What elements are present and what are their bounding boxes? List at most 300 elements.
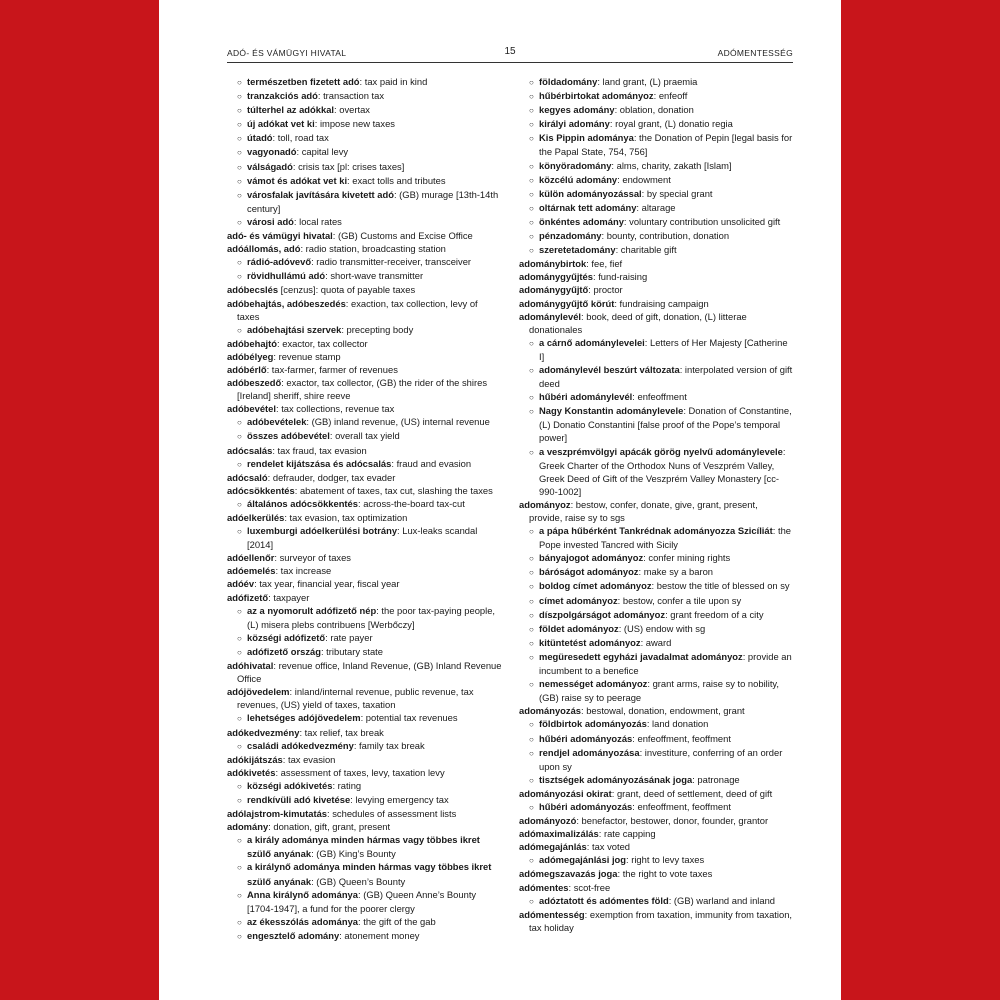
header-right-title: ADÓMENTESSÉG <box>717 48 793 58</box>
definition: : the gift of the gab <box>358 915 436 927</box>
headword: adókivetés <box>227 766 276 778</box>
definition: : (GB) inland revenue, (US) internal revenue <box>306 416 490 428</box>
headword: szeretetadomány <box>539 244 616 256</box>
subentry <box>227 860 502 887</box>
definition: : exaction, tax collection, levy of taxes <box>237 297 478 322</box>
headword: oltárnak tett adomány <box>539 201 637 213</box>
subentry <box>227 131 502 145</box>
definition: : (GB) Queen Anne’s Bounty [1704-1947], a fund for the poorer clergy <box>247 888 477 914</box>
subentry <box>519 732 793 746</box>
definition: : (US) endow with sg <box>618 622 706 634</box>
headword: adójövedelem <box>227 686 290 698</box>
subentry <box>519 390 793 404</box>
entry <box>519 814 793 827</box>
headword: adóbélyeg <box>227 350 274 362</box>
definition: : rate capping <box>598 828 656 840</box>
entry <box>519 827 793 840</box>
definition: : land donation <box>646 718 709 730</box>
definition: : bestow, confer a tile upon sy <box>617 594 742 606</box>
headword: címet adományoz <box>539 594 618 606</box>
headword: Anna királynő adománya <box>247 888 358 900</box>
headword: vámot és adókat vet ki <box>247 174 348 186</box>
subentry <box>519 445 793 498</box>
definition: : altarage <box>636 201 676 213</box>
entry <box>519 283 793 296</box>
entry <box>519 310 793 336</box>
definition: : assessment of taxes, levy, taxation levy <box>275 766 445 778</box>
entry <box>227 283 502 296</box>
subentry <box>227 145 502 159</box>
headword: adómaximalizálás <box>519 828 599 840</box>
entry <box>227 807 502 820</box>
definition: : taxpayer <box>268 591 310 603</box>
headword: kegyes adomány <box>539 104 615 116</box>
definition: : grant arms, raise sy to nobility, (GB) raise sy to peerage <box>539 678 780 704</box>
entry <box>227 685 502 711</box>
headword: adólajstrom-kimutatás <box>227 808 328 820</box>
subentry <box>519 524 793 551</box>
subentry <box>227 269 502 283</box>
definition: : schedules of assessment lists <box>327 808 457 820</box>
definition: : tax relief, tax break <box>299 726 384 738</box>
headword: bányajogot adományoz <box>539 552 644 564</box>
headword: adócsalás <box>227 444 273 456</box>
definition: : tax collections, revenue tax <box>275 403 395 415</box>
definition: : overall tax yield <box>329 430 400 442</box>
headword: adóbevétel <box>227 403 276 415</box>
definition: : rating <box>332 779 362 791</box>
subentry <box>519 894 793 908</box>
entry <box>519 787 793 800</box>
subentry <box>227 929 502 943</box>
entry <box>227 471 502 484</box>
definition: : the right to vote taxes <box>617 868 713 880</box>
subentry <box>227 524 502 551</box>
subentry <box>227 915 502 929</box>
headword: adómentesség <box>519 908 585 920</box>
entry <box>519 840 793 853</box>
headword: az ékesszólás adománya <box>247 915 358 927</box>
definition: : overtax <box>334 104 370 116</box>
subentry <box>519 201 793 215</box>
headword: községi adókivetés <box>247 779 333 791</box>
definition: : grant freedom of a city <box>665 608 764 620</box>
headword: tisztségek adományozásának joga <box>539 773 693 785</box>
definition: : investiture, conferring of an order upon sy <box>539 746 783 772</box>
subentry <box>227 833 502 860</box>
definition: : grant, deed of settlement, deed of gift <box>611 787 773 799</box>
subentry <box>519 853 793 867</box>
entry <box>227 659 502 685</box>
definition: : the poor tax-paying people, (L) misera plebs contribuens [Werbőczy] <box>247 604 496 630</box>
subentry <box>519 773 793 787</box>
definition: : enfeoffment, feoffment <box>632 800 731 812</box>
headword: adománylevél <box>519 310 582 322</box>
definition: : impose new taxes <box>314 118 395 130</box>
definition: : transaction tax <box>317 90 385 102</box>
headword: adományoz <box>519 498 571 510</box>
headword: városi adó <box>247 215 294 227</box>
subentry <box>227 497 502 511</box>
headword: általános adócsökkentés <box>247 497 358 509</box>
definition: : tax evasion <box>282 753 336 765</box>
headword: adóelkerülés <box>227 512 285 523</box>
headword: adóbecslés <box>227 284 279 296</box>
entry <box>519 867 793 880</box>
subentry <box>227 888 502 915</box>
subentry <box>519 636 793 650</box>
headword: rendkívüli adó kivetése <box>247 793 351 805</box>
subentry <box>519 800 793 814</box>
subentry <box>519 131 793 158</box>
entry <box>519 704 793 717</box>
subentry <box>519 159 793 173</box>
headword: adóbehajtás, adóbeszedés <box>227 297 346 309</box>
subentry <box>519 75 793 89</box>
headword: adófizető ország <box>247 645 321 657</box>
headword: adományozás <box>519 705 581 717</box>
headword: adóbehajtási szervek <box>247 323 342 335</box>
headword: földadomány <box>539 76 598 87</box>
definition: : tax voted <box>586 841 631 853</box>
definition: : benefactor, bestower, donor, founder, grantor <box>576 815 769 827</box>
headword: adómegajánlás <box>519 841 587 853</box>
definition: : make sy a baron <box>638 566 714 578</box>
entry <box>519 297 793 310</box>
definition: : land grant, (L) praemia <box>597 76 698 87</box>
definition: : book, deed of gift, donation, (L) litterae donationales <box>529 310 747 335</box>
entry <box>227 726 502 739</box>
definition: : award <box>640 636 672 648</box>
definition: : (GB) warland and inland <box>668 894 776 906</box>
definition: : precepting body <box>341 323 414 335</box>
headword: természetben fizetett adó <box>247 76 360 87</box>
entry <box>519 908 793 934</box>
definition: : fund-raising <box>592 271 648 283</box>
subentry <box>519 579 793 593</box>
headword: adománygyűjtő <box>519 284 589 296</box>
headword: új adókat vet ki <box>247 118 315 130</box>
definition: : proctor <box>588 284 623 296</box>
headword: királyi adomány <box>539 118 610 130</box>
subentry <box>227 89 502 103</box>
definition: : interpolated version of gift deed <box>539 363 793 390</box>
headword: a királynő adománya minden hármas vagy többes ikret szülő anyának <box>247 861 492 887</box>
subentry <box>227 711 502 725</box>
subentry <box>227 75 502 89</box>
headword: a veszprémvölgyi apácák görög nyelvű adománylevele <box>539 445 783 457</box>
definition: : levying emergency tax <box>350 793 449 805</box>
entry <box>227 297 502 323</box>
definition: : surveyor of taxes <box>274 552 351 564</box>
headword: rendelet kijátszása és adócsalás <box>247 457 392 469</box>
subentry <box>227 631 502 645</box>
dictionary-page <box>159 0 841 1000</box>
headword: báróságot adományoz <box>539 566 639 578</box>
subentry <box>227 117 502 131</box>
subentry <box>519 650 793 677</box>
headword: hűbérbirtokat adományoz <box>539 90 654 102</box>
definition: : exactor, tax collector <box>277 337 368 349</box>
subentry <box>519 608 793 622</box>
definition: : inland/internal revenue, public revenue, tax revenues, (US) yield of taxes, taxation <box>237 686 474 711</box>
entry <box>227 564 502 577</box>
entry <box>227 577 502 590</box>
subentry <box>519 565 793 579</box>
subentry <box>519 594 793 608</box>
headword: adománylevél beszúrt változata <box>539 363 680 375</box>
headword: községi adófizető <box>247 631 326 643</box>
headword: adócsökkentés <box>227 484 295 496</box>
definition: : across-the-board tax-cut <box>358 497 465 509</box>
definition: : bestowal, donation, endowment, grant <box>581 705 745 717</box>
definition: : tax increase <box>275 565 332 577</box>
definition: : exactor, tax collector, (GB) the rider of the shires [Ireland] sheriff, shire reeve <box>237 377 488 402</box>
headword: külön adományozással <box>539 187 642 199</box>
definition: : toll, road tax <box>272 132 329 144</box>
headword: adófizető <box>227 591 269 603</box>
headword: a király adománya minden hármas vagy többes ikret szülő anyának <box>247 834 480 860</box>
definition: : tax paid in kind <box>359 76 428 87</box>
subentry <box>227 604 502 631</box>
definition: : enfeoffment, feoffment <box>632 732 731 744</box>
definition: : fraud and evasion <box>391 457 472 469</box>
headword: a cárnő adománylevelei <box>539 336 645 348</box>
headword: a pápa hűbérként Tankrédnak adományozza Szicíliát <box>539 525 773 537</box>
definition: : fee, fief <box>586 258 623 270</box>
headword: pénzadomány <box>539 230 602 242</box>
definition: : endowment <box>617 173 671 185</box>
definition: : radio transmitter-receiver, transceiver <box>311 256 472 268</box>
definition: : royal grant, (L) donatio regia <box>609 118 733 130</box>
definition: : local rates <box>293 215 342 227</box>
definition: : scot-free <box>568 881 611 893</box>
subentry <box>519 363 793 390</box>
entry <box>227 337 502 350</box>
subentry <box>519 229 793 243</box>
entry <box>227 551 502 564</box>
entry <box>519 257 793 270</box>
headword: összes adóbevétel <box>247 430 330 442</box>
headword: földet adományoz <box>539 622 619 634</box>
headword: adóév <box>227 578 255 590</box>
definition: : short-wave transmitter <box>325 270 424 282</box>
definition: : tributary state <box>320 645 383 657</box>
definition: : capital levy <box>296 146 349 158</box>
subentry <box>227 415 502 429</box>
entry <box>519 881 793 894</box>
definition: : Letters of Her Majesty [Catherine I] <box>539 336 788 362</box>
definition: : Donation of Constantine, (L) Donatio Constantini [false proof of the Pope’s temporal power] <box>539 405 792 444</box>
headword: rendjel adományozása <box>539 746 640 758</box>
headword: adómegajánlási jog <box>539 854 627 866</box>
subentry <box>519 103 793 117</box>
definition: : tax year, financial year, fiscal year <box>254 578 400 590</box>
entry <box>227 753 502 766</box>
definition: [cenzus]: quota of payable taxes <box>278 284 416 296</box>
subentry <box>519 404 793 444</box>
subentry <box>227 103 502 117</box>
definition: : fundraising campaign <box>614 297 709 309</box>
headword: adóbehajtó <box>227 337 278 349</box>
left-column <box>227 75 502 943</box>
subentry <box>227 457 502 471</box>
definition: : revenue stamp <box>273 350 341 362</box>
definition: : atonement money <box>339 929 420 941</box>
headword: túlterhel az adókkal <box>247 104 335 116</box>
headword: kitüntetést adományoz <box>539 636 641 648</box>
headword: Nagy Konstantin adománylevele <box>539 405 684 417</box>
headword: díszpolgárságot adományoz <box>539 608 666 620</box>
headword: családi adókedvezmény <box>247 739 354 751</box>
definition: : family tax break <box>353 739 425 751</box>
headword: boldog címet adományoz <box>539 580 652 592</box>
definition: : (GB) Queen’s Bounty <box>311 875 406 887</box>
entry <box>227 402 502 415</box>
entry <box>227 350 502 363</box>
headword: könyöradomány <box>539 159 612 171</box>
definition: : the Donation of Pepin [legal basis for the Papal State, 754, 756] <box>539 132 793 158</box>
definition: : bounty, contribution, donation <box>601 230 730 242</box>
definition: : tax evasion, tax optimization <box>284 512 408 523</box>
headword: adóállomás, adó <box>227 243 301 255</box>
headword: adomány <box>227 821 269 833</box>
headword: vagyonadó <box>247 146 297 158</box>
definition: : oblation, donation <box>614 104 694 116</box>
subentry <box>227 255 502 269</box>
definition: : potential tax revenues <box>360 712 458 724</box>
definition: : radio station, broadcasting station <box>300 243 446 255</box>
subentry <box>227 739 502 753</box>
entry <box>227 242 502 255</box>
subentry <box>227 779 502 793</box>
entry <box>227 363 502 376</box>
entry <box>227 444 502 457</box>
subentry <box>519 746 793 773</box>
subentry <box>519 622 793 636</box>
headword: útadó <box>247 132 273 144</box>
headword: adományozási okirat <box>519 787 612 799</box>
definition: : (GB) Customs and Excise Office <box>332 230 473 242</box>
subentry <box>227 174 502 188</box>
definition: : donation, gift, grant, present <box>268 821 391 833</box>
headword: rövidhullámú adó <box>247 270 326 282</box>
headword: adókedvezmény <box>227 726 300 738</box>
headword: az a nyomorult adófizető nép <box>247 604 377 616</box>
headword: adóbeszedő <box>227 377 282 389</box>
definition: : by special grant <box>641 187 713 199</box>
definition: : alms, charity, zakath [Islam] <box>611 159 732 171</box>
headword: adó- és vámügyi hivatal <box>227 230 333 242</box>
subentry <box>227 215 502 229</box>
definition: : exact tolls and tributes <box>347 174 446 186</box>
headword: hűbéri adománylevél <box>539 391 633 403</box>
headword: adókijátszás <box>227 753 283 765</box>
definition: : Greek Charter of the Orthodox Nuns of Veszprém Valley, Greek Deed of Gift of the Veszprém Valley Monastery [cc-990-1002] <box>539 445 786 497</box>
definition: : tax-farmer, farmer of revenues <box>266 363 398 375</box>
headword: tranzakciós adó <box>247 90 318 102</box>
headword: földbirtok adományozás <box>539 718 647 730</box>
definition: : enfeoffment <box>632 391 687 403</box>
subentry <box>519 117 793 131</box>
headword: adománybirtok <box>519 258 587 270</box>
headword: rádió-adóvevő <box>247 256 312 268</box>
definition: : charitable gift <box>615 244 677 256</box>
subentry <box>519 173 793 187</box>
headword: nemességet adományoz <box>539 678 648 690</box>
subentry <box>519 215 793 229</box>
subentry <box>519 336 793 363</box>
subentry <box>519 187 793 201</box>
subentry <box>227 429 502 443</box>
definition: : provide an incumbent to a benefice <box>539 650 792 677</box>
subentry <box>227 160 502 174</box>
headword: adóellenőr <box>227 552 275 564</box>
entry <box>227 484 502 497</box>
page-header <box>227 44 793 62</box>
definition: : revenue office, Inland Revenue, (GB) Inland Revenue Office <box>237 660 502 685</box>
headword: adóbérlő <box>227 363 267 375</box>
subentry <box>519 677 793 704</box>
definition: : rate payer <box>325 631 373 643</box>
entry <box>227 820 502 833</box>
headword: adóemelés <box>227 565 276 577</box>
headword: adóztatott és adómentes föld <box>539 894 669 906</box>
headword: luxemburgi adóelkerülési botrány <box>247 525 398 537</box>
subentry <box>519 243 793 257</box>
entry <box>227 229 502 242</box>
definition: : defrauder, dodger, tax evader <box>267 471 396 483</box>
entry <box>519 270 793 283</box>
headword: megüresedett egyházi javadalmat adományoz <box>539 650 743 662</box>
definition: : abatement of taxes, tax cut, slashing the taxes <box>294 484 493 496</box>
headword: adománygyűjtő körút <box>519 297 615 309</box>
headword: adómentes <box>519 881 569 893</box>
subentry <box>519 717 793 731</box>
headword: hűbéri adományozás <box>539 800 633 812</box>
definition: : bestow, confer, donate, give, grant, present, provide, raise sy to sgs <box>529 498 758 523</box>
definition: : bestow the title of blessed on sy <box>651 580 790 592</box>
definition: : the Pope invested Tancred with Sicily <box>539 525 791 551</box>
headword: városfalak javítására kivetett adó <box>247 188 394 200</box>
entry <box>227 591 502 604</box>
headword: lehetséges adójövedelem <box>247 712 361 724</box>
headword: adománygyűjtés <box>519 271 593 283</box>
definition: : right to levy taxes <box>626 854 705 866</box>
headword: hűbéri adományozás <box>539 732 633 744</box>
headword: önkéntes adomány <box>539 215 624 227</box>
entry <box>227 766 502 779</box>
headword: adócsaló <box>227 471 268 483</box>
entry <box>227 511 502 524</box>
subentry <box>227 793 502 807</box>
definition: : crisis tax [pl: crises taxes] <box>292 160 405 172</box>
header-left-title: ADÓ- ÉS VÁMÜGYI HIVATAL <box>227 48 347 58</box>
definition: : exemption from taxation, immunity from taxation, tax holiday <box>529 908 793 933</box>
subentry <box>519 89 793 103</box>
definition: : confer mining rights <box>643 552 731 564</box>
page-number: 15 <box>504 46 516 57</box>
definition: : Lux-leaks scandal [2014] <box>247 525 478 551</box>
headword: válságadó <box>247 160 293 172</box>
definition: : enfeoff <box>653 90 688 102</box>
headword: adóhivatal <box>227 660 274 672</box>
subentry <box>227 645 502 659</box>
headword: adómegszavazás joga <box>519 868 618 880</box>
subentry <box>519 551 793 565</box>
subentry <box>227 188 502 215</box>
entry <box>519 498 793 524</box>
